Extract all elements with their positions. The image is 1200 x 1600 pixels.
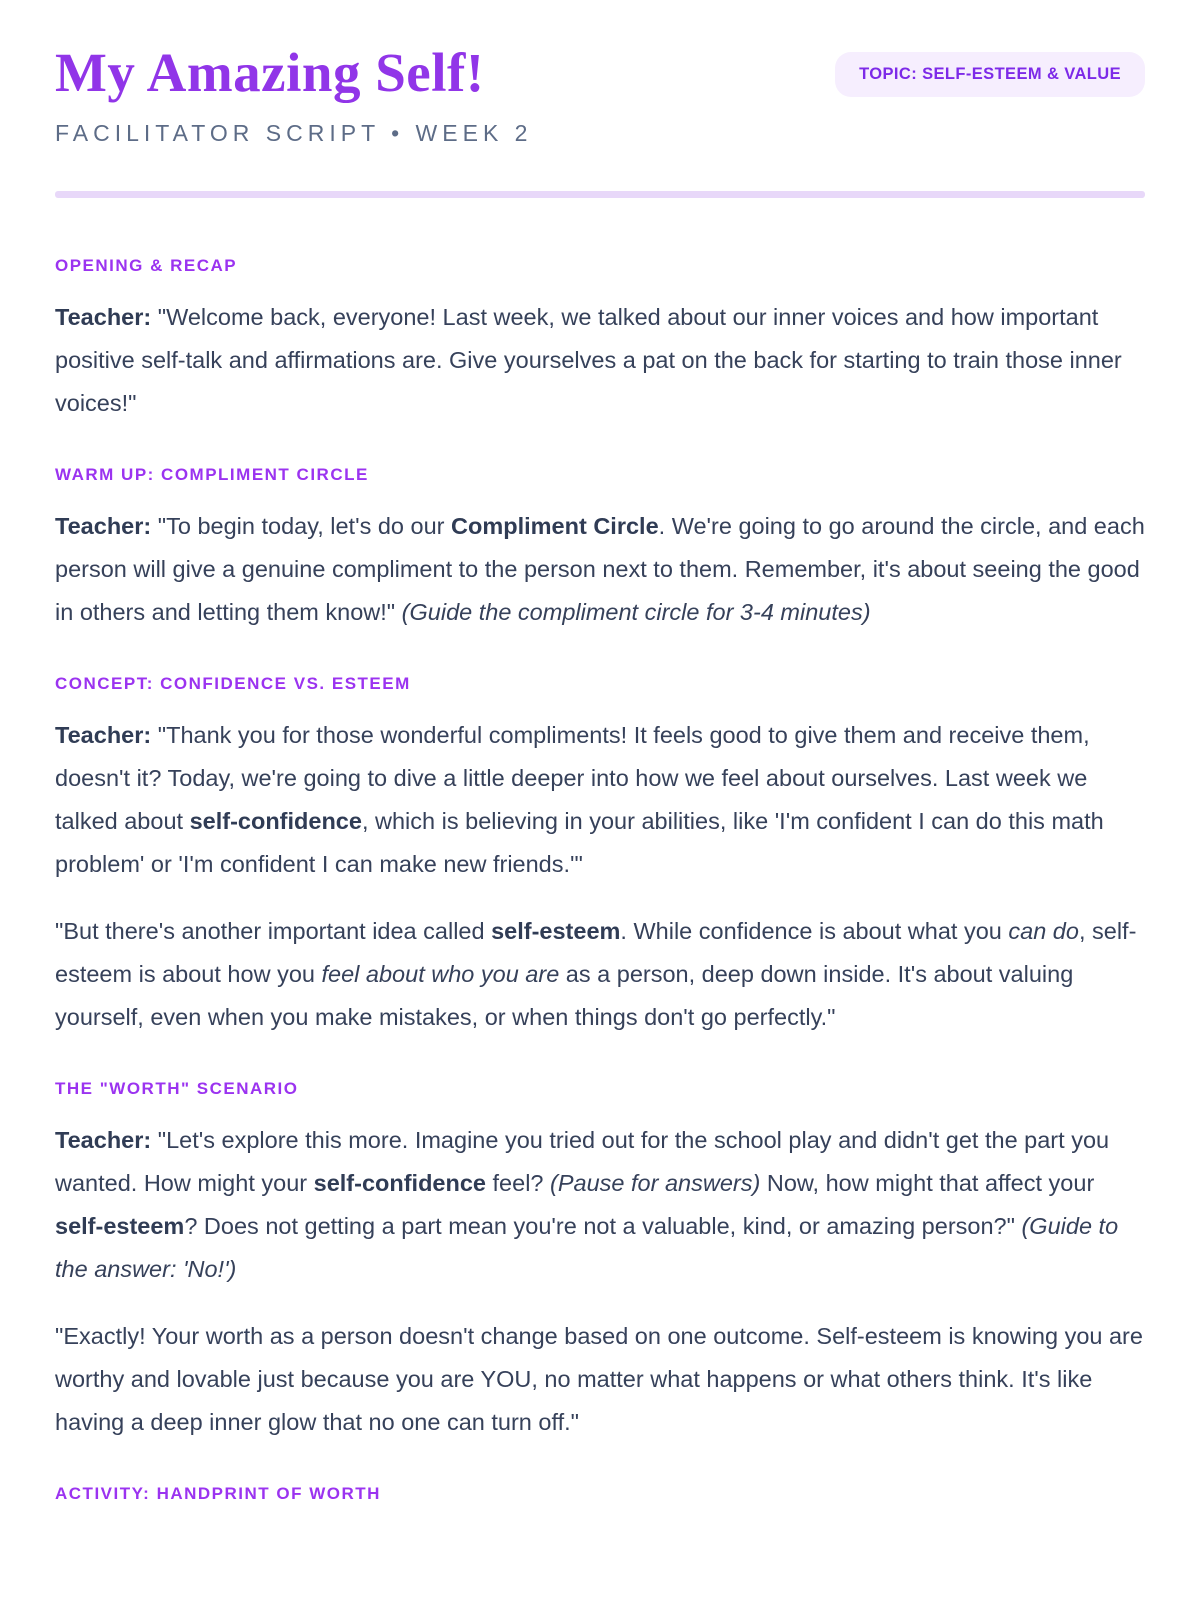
document-header	[55, 42, 1145, 147]
script-paragraph	[55, 1315, 1145, 1444]
script-paragraph	[55, 505, 1145, 634]
text-run: "To begin today, let's do our	[151, 512, 452, 539]
text-run: Teacher:	[55, 1126, 152, 1153]
script-paragraph	[55, 296, 1145, 425]
script-paragraph	[55, 1119, 1145, 1291]
section-heading-worth-scenario: THE "WORTH" SCENARIO	[55, 1078, 299, 1098]
page-subtitle: FACILITATOR SCRIPT • WEEK 2	[55, 119, 533, 146]
text-run: Teacher:	[55, 303, 152, 330]
page-title: My Amazing Self!	[55, 42, 485, 103]
script-paragraph	[55, 714, 1145, 886]
header-title-block	[55, 42, 532, 147]
text-run: (Pause for answers)	[550, 1169, 761, 1196]
script-body	[55, 256, 1145, 1504]
text-run: Now, how might that affect your	[760, 1169, 1095, 1196]
text-run: as a person, deep down inside. It's about valuing yourself, even when you make mistakes, or when things don't go perfectly."	[55, 960, 1074, 1030]
text-run: (Guide the compliment circle for 3-4 minutes)	[401, 598, 871, 625]
text-run: Teacher:	[55, 721, 152, 748]
section-heading-warm-up: WARM UP: COMPLIMENT CIRCLE	[55, 464, 369, 484]
text-run: self-esteem	[55, 1212, 185, 1239]
section-heading-activity-handprint: ACTIVITY: HANDPRINT OF WORTH	[55, 1483, 381, 1503]
text-run: self-esteem	[491, 917, 621, 944]
text-run: feel about who you are	[321, 960, 560, 987]
text-run: "Thank you for those wonderful compliments! It feels good to give them and receive them, doesn't it? Today, we're going to dive a little deeper into how we feel about ourselves. Last week we talked about	[55, 721, 1090, 834]
text-run: (Guide to the answer: 'No!')	[55, 1212, 1119, 1282]
text-run: self-confidence	[313, 1169, 486, 1196]
text-run: "Welcome back, everyone! Last week, we talked about our inner voices and how important positive self-talk and affirmations are. Give yourselves a pat on the back for starting to train those inner voices!"	[55, 303, 1122, 416]
text-run: Compliment Circle	[451, 512, 659, 539]
section-heading-concept: CONCEPT: CONFIDENCE VS. ESTEEM	[55, 673, 411, 693]
text-run: , which is believing in your abilities, like 'I'm confident I can do this math problem' or 'I'm confident I can make new friends.'"	[55, 807, 1104, 877]
text-run: can do	[1008, 917, 1079, 944]
text-run: "Let's explore this more. Imagine you tried out for the school play and didn't get the part you wanted. How might your	[55, 1126, 1110, 1196]
header-divider	[55, 191, 1145, 198]
text-run: self-confidence	[189, 807, 362, 834]
text-run: feel?	[486, 1169, 551, 1196]
text-run: Teacher:	[55, 512, 152, 539]
text-run: , self-esteem is about how you	[55, 917, 1137, 987]
section-heading-opening-recap: OPENING & RECAP	[55, 255, 238, 275]
text-run: . We're going to go around the circle, and each person will give a genuine compliment to the person next to them. Remember, it's about seeing the good in others and letting them know!"	[55, 512, 1145, 625]
text-run: "Exactly! Your worth as a person doesn't change based on one outcome. Self-esteem is knowing you are worthy and lovable just because you are YOU, no matter what happens or what others think. It's like having a deep inner glow that no one can turn off."	[55, 1322, 1143, 1435]
text-run: ? Does not getting a part mean you're not a valuable, kind, or amazing person?"	[184, 1212, 1022, 1239]
script-paragraph	[55, 910, 1145, 1039]
topic-badge: TOPIC: SELF-ESTEEM & VALUE	[835, 52, 1145, 97]
text-run: "But there's another important idea called	[55, 917, 492, 944]
document-page	[55, 0, 1145, 1504]
text-run: . While confidence is about what you	[620, 917, 1009, 944]
